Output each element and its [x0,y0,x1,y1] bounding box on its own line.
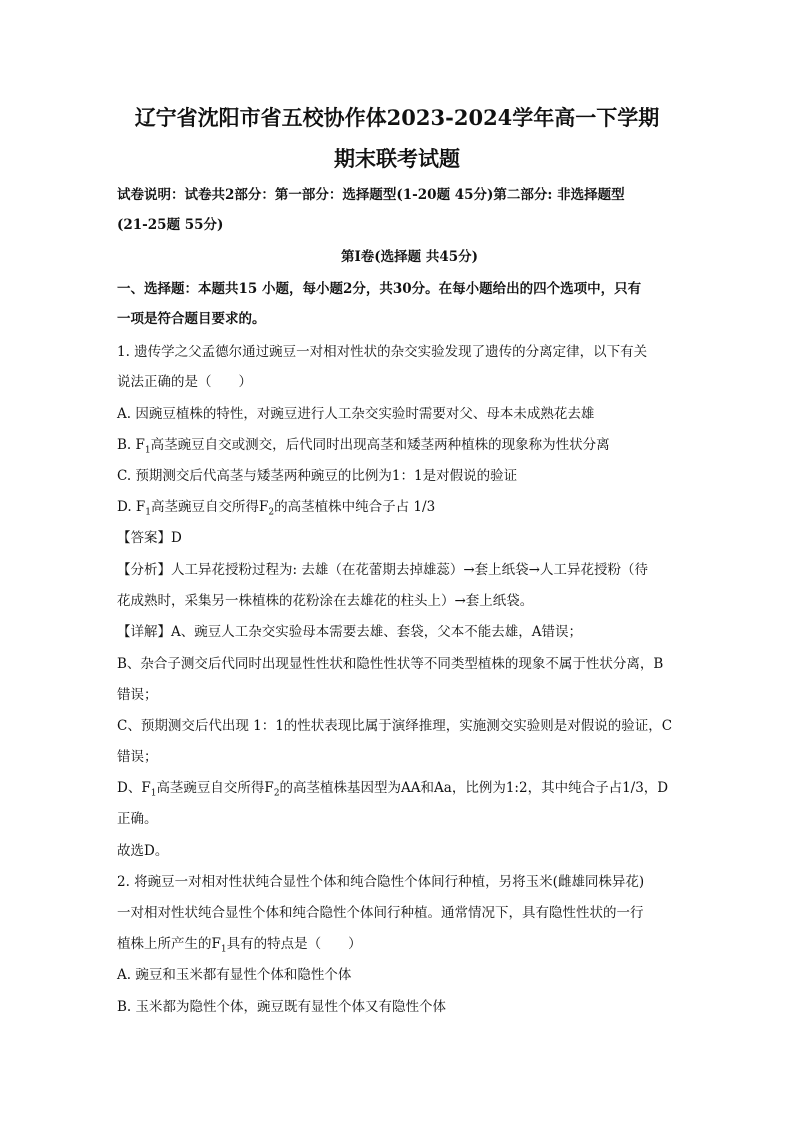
q2-stem-line-3-pre: 植株上所产生的F [117,936,221,952]
q1-option-d-post: 的高茎植株中纯合子占 1/3 [274,499,436,515]
q2-option-a: A. 豌豆和玉米都有显性个体和隐性个体 [117,967,352,983]
q1-conclusion: 故选D。 [117,843,169,859]
part1-heading-line-1: 一、选择题：本题共15 小题，每小题2分，共30分。在每小题给出的四个选项中，只有 [117,281,642,297]
instructions-line-1: 试卷说明：试卷共2部分：第一部分：选择题型(1-20题 45分)第二部分: 非选择题型 [117,187,625,203]
q1-option-b-post: 高茎豌豆自交或测交，后代同时出现高茎和矮茎两种植株的现象称为性状分离 [150,437,610,453]
document-subtitle: 期末联考试题 [334,146,460,171]
q1-option-a: A. 因豌豆植株的特性，对豌豆进行人工杂交实验时需要对父、母本未成熟花去雄 [117,406,595,422]
q1-option-d-sub1: 1 [145,507,152,518]
q1-answer: 【答案】D [117,530,182,546]
q1-detail-c-line-1: C、预期测交后代出现 1：1的性状表现比属于演绎推理，实施测交实验则是对假说的验证，C [117,718,673,734]
q1-detail-b-line-1: B、杂合子测交后代同时出现显性性状和隐性性状等不同类型植株的现象不属于性状分离，B [117,656,664,672]
q1-detail-d-mid: 高茎豌豆自交所得F [156,780,274,796]
q1-detail-d-pre: D、F [117,780,151,796]
q1-detail-label: 【详解】 [117,624,171,640]
q1-option-b-sub: 1 [144,445,151,456]
q1-detail-d-line-1 [117,778,702,798]
q1-stem-line-1: 1. 遗传学之父孟德尔通过豌豆一对相对性状的杂交实验发现了遗传的分离定律，以下有关 [117,344,648,360]
q1-option-b [117,435,702,455]
q2-stem-line-2: 一对相对性状纯合显性个体和纯合隐性个体间行种植。通常情况下，具有隐性性状的一行 [117,905,644,921]
q1-option-d-pre: D. F [117,499,146,515]
part1-heading-line-2: 一项是符合题目要求的。 [117,311,266,327]
q1-option-d-mid: 高茎豌豆自交所得F [151,499,269,515]
q1-detail-d-sub2: 2 [273,788,280,799]
q1-stem-line-2: 说法正确的是（ ） [117,374,252,390]
q1-analysis-line-1: 【分析】人工异花授粉过程为: 去雄（在花蕾期去掉雄蕊）→套上纸袋→人工异花授粉（待 [117,562,648,578]
q1-option-b-pre: B. F [117,437,145,453]
q1-option-d-sub2: 2 [268,507,275,518]
document-title: 辽宁省沈阳市省五校协作体2023-2024学年高一下学期 [134,105,660,130]
q1-detail-d-line-2: 正确。 [117,811,158,827]
q1-analysis-line-2: 花成熟时，采集另一株植株的花粉涂在去雄花的柱头上）→套上纸袋。 [117,593,534,609]
q2-stem-line-1: 2. 将豌豆一对相对性状纯合显性个体和纯合隐性个体间行种植，另将玉米(雌雄同株异花) [117,874,645,890]
q1-detail-b-line-2: 错误； [117,687,158,703]
q2-stem-line-3-sub: 1 [220,944,227,955]
q1-detail-c-line-2: 错误； [117,749,158,765]
q2-stem-line-3-post: 具有的特点是（ ） [226,936,362,952]
q1-option-d [117,497,702,517]
q1-detail-d-post: 的高茎植株基因型为AA和Aa，比例为1:2，其中纯合子占1/3，D [279,780,669,796]
q1-option-c: C. 预期测交后代高茎与矮茎两种豌豆的比例为1：1是对假说的验证 [117,468,518,484]
q1-detail-a-text: A、豌豆人工杂交实验母本需要去雄、套袋，父本不能去雄，A错误； [171,624,582,640]
q1-detail-d-sub1: 1 [150,788,157,799]
q2-option-b: B. 玉米都为隐性个体，豌豆既有显性个体又有隐性个体 [117,999,447,1015]
q2-stem-line-3 [117,934,702,954]
q1-detail-a [117,622,702,642]
section-title: 第Ⅰ卷(选择题 共45分) [340,249,479,265]
instructions-line-2: (21-25题 55分) [117,217,224,233]
